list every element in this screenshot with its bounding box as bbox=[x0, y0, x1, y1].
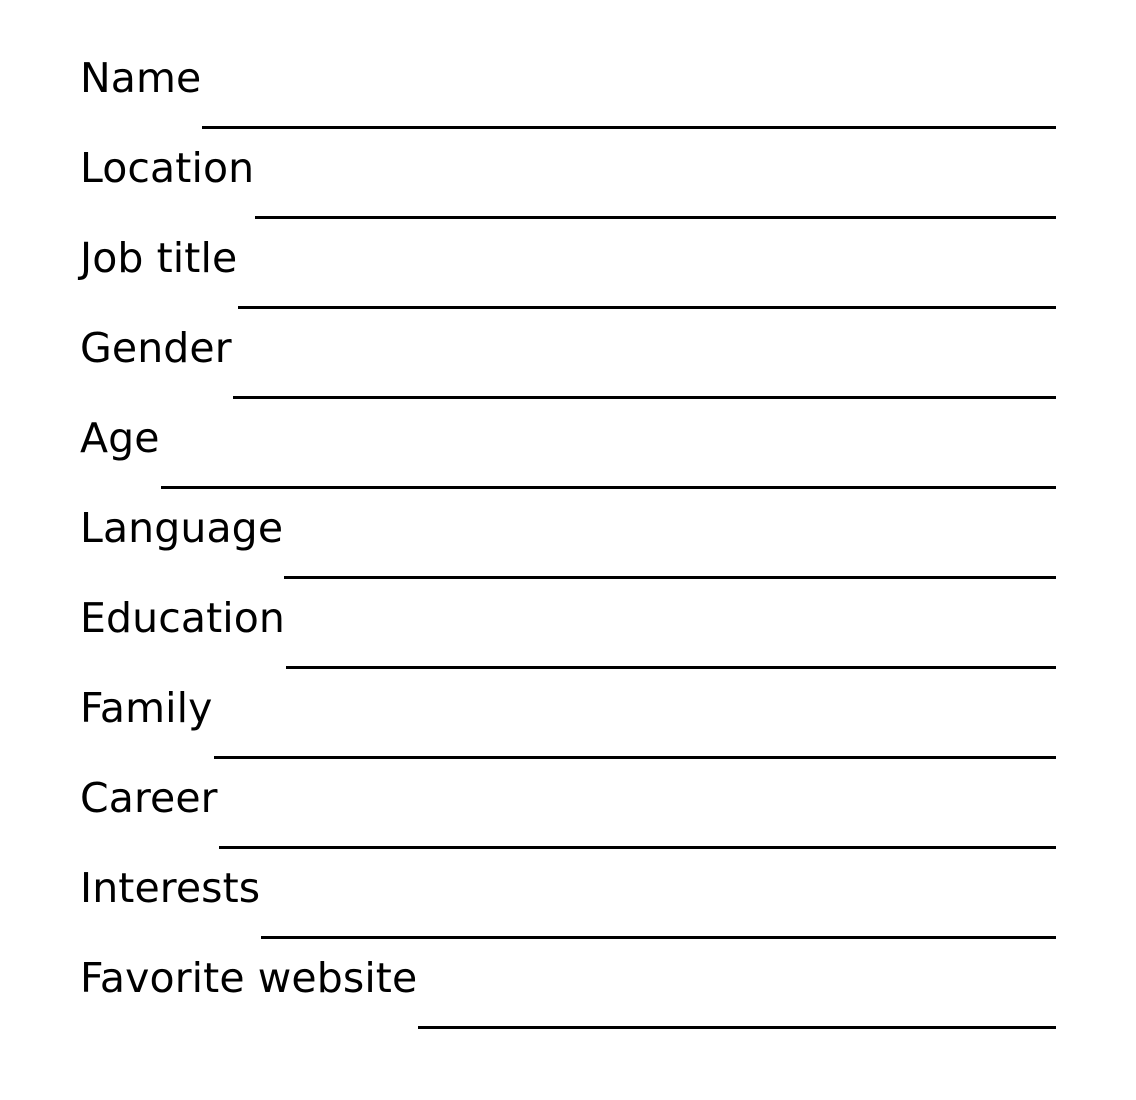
field-input-name[interactable] bbox=[202, 125, 1056, 129]
field-label-interests: Interests bbox=[80, 864, 261, 912]
form-row bbox=[80, 954, 1056, 1048]
field-input-job-title[interactable] bbox=[238, 305, 1056, 309]
field-label-family: Family bbox=[80, 684, 213, 732]
field-label-job-title: Job title bbox=[80, 234, 238, 282]
form-row bbox=[80, 414, 1056, 508]
field-input-age[interactable] bbox=[161, 485, 1056, 489]
form-row bbox=[80, 144, 1056, 238]
form-row bbox=[80, 594, 1056, 688]
field-label-name: Name bbox=[80, 54, 202, 102]
field-input-favorite-website[interactable] bbox=[418, 1025, 1056, 1029]
field-input-career[interactable] bbox=[219, 845, 1056, 849]
form-row bbox=[80, 864, 1056, 958]
field-input-location[interactable] bbox=[255, 215, 1056, 219]
field-input-family[interactable] bbox=[214, 755, 1056, 759]
field-label-age: Age bbox=[80, 414, 160, 462]
field-input-education[interactable] bbox=[286, 665, 1056, 669]
field-input-gender[interactable] bbox=[233, 395, 1056, 399]
field-label-gender: Gender bbox=[80, 324, 232, 372]
form-row bbox=[80, 54, 1056, 148]
field-label-career: Career bbox=[80, 774, 218, 822]
field-label-language: Language bbox=[80, 504, 284, 552]
form-row bbox=[80, 684, 1056, 778]
form-row bbox=[80, 774, 1056, 868]
form-row bbox=[80, 234, 1056, 328]
field-input-interests[interactable] bbox=[261, 935, 1056, 939]
field-input-language[interactable] bbox=[284, 575, 1056, 579]
field-label-location: Location bbox=[80, 144, 255, 192]
form-row bbox=[80, 504, 1056, 598]
form-row bbox=[80, 324, 1056, 418]
field-label-favorite-website: Favorite website bbox=[80, 954, 418, 1002]
field-label-education: Education bbox=[80, 594, 286, 642]
